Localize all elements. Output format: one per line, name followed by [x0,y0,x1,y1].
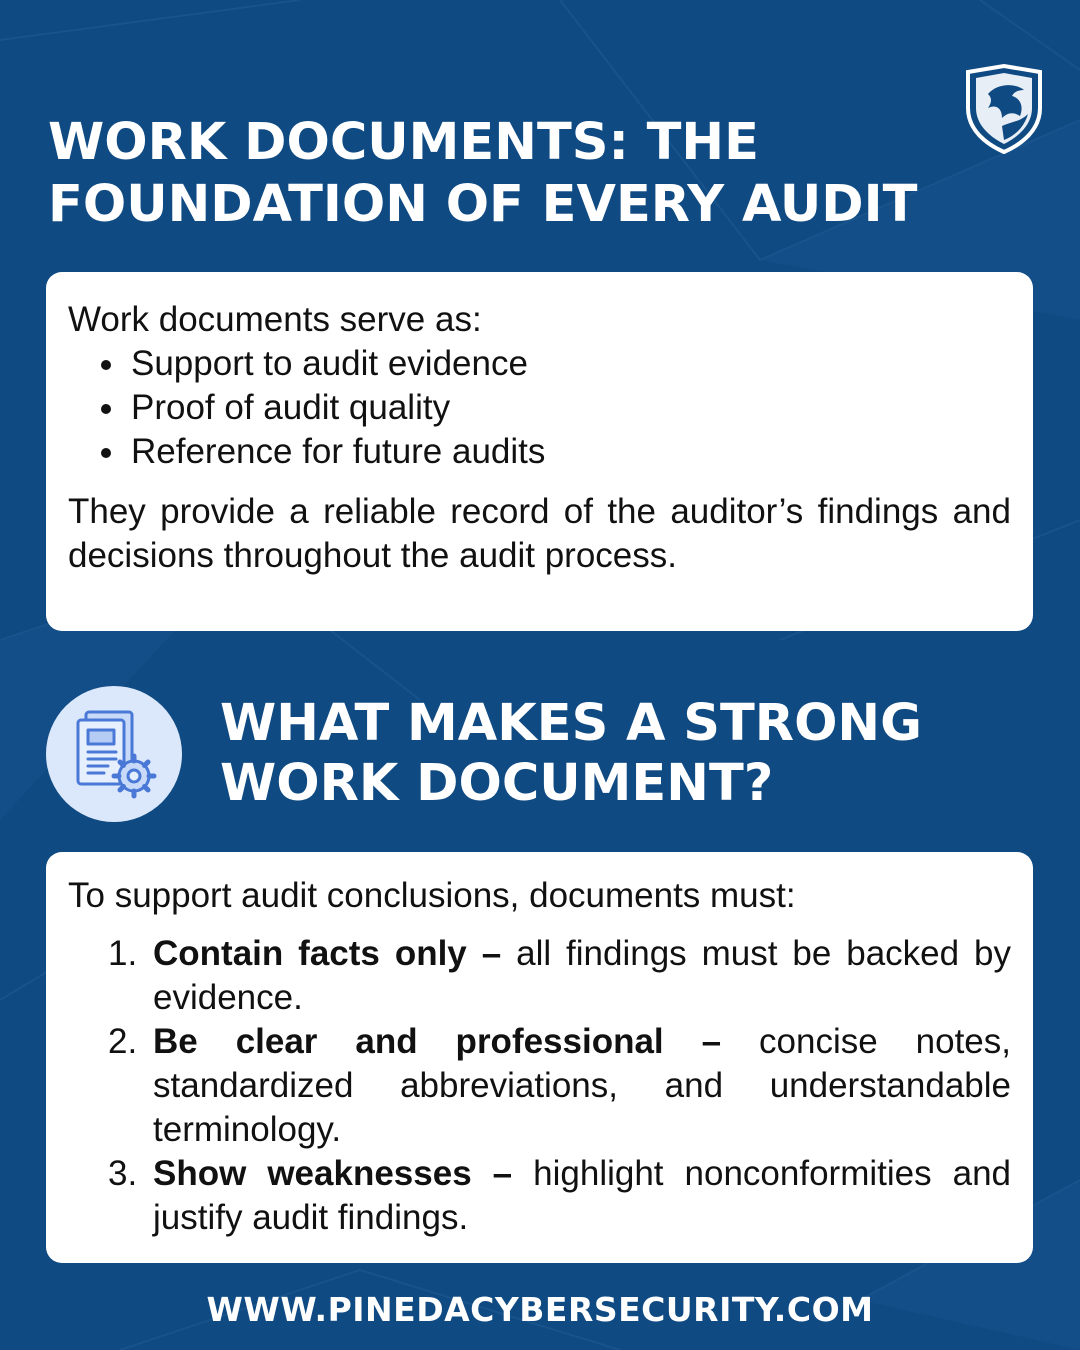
section2-title [220,694,1040,814]
work-documents-card [46,272,1033,631]
eagle-shield-icon [962,64,1046,154]
list-item-text: all findings must be backed by evidence. [153,934,1011,1017]
list-item-bold: Be clear and professional – [153,1022,722,1061]
requirements-list [68,932,1011,1240]
list-item-number: 1. [108,934,138,973]
section1-intro: Work documents serve as: [68,300,482,339]
section1-paragraph: They provide a reliable record of the auditor’s findings and decisions throughout the audit process. [68,492,1011,575]
list-item-number: 2. [108,1022,138,1061]
list-item-bold: Show weaknesses – [153,1154,513,1193]
list-item [68,1020,1011,1152]
list-item-number: 3. [108,1154,138,1193]
section2-intro: To support audit conclusions, documents must: [68,876,796,915]
list-item-bold: Contain facts only – [153,934,502,973]
page-title-line1: WORK DOCUMENTS: THE [48,113,759,172]
document-gear-icon [46,686,182,822]
page-title [48,112,948,236]
strong-document-card [46,852,1033,1263]
section2-title-line1: WHAT MAKES A STRONG [220,694,922,753]
list-item-text: concise notes, standardized abbreviations, and understandable terminology. [153,1022,1011,1149]
page-title-line2: FOUNDATION OF EVERY AUDIT [48,175,918,234]
list-item [68,932,1011,1020]
list-item-text: highlight nonconformities and justify audit findings. [153,1154,1011,1237]
bullet-item: Proof of audit quality [68,386,1011,430]
bullet-item: Reference for future audits [68,430,1011,474]
bullet-item: Support to audit evidence [68,342,1011,386]
website-link[interactable]: WWW.PINEDACYBERSECURITY.COM [206,1290,874,1329]
section2-title-line2: WORK DOCUMENT? [220,754,774,813]
list-item [68,1152,1011,1240]
section1-bullet-list [68,342,1011,474]
